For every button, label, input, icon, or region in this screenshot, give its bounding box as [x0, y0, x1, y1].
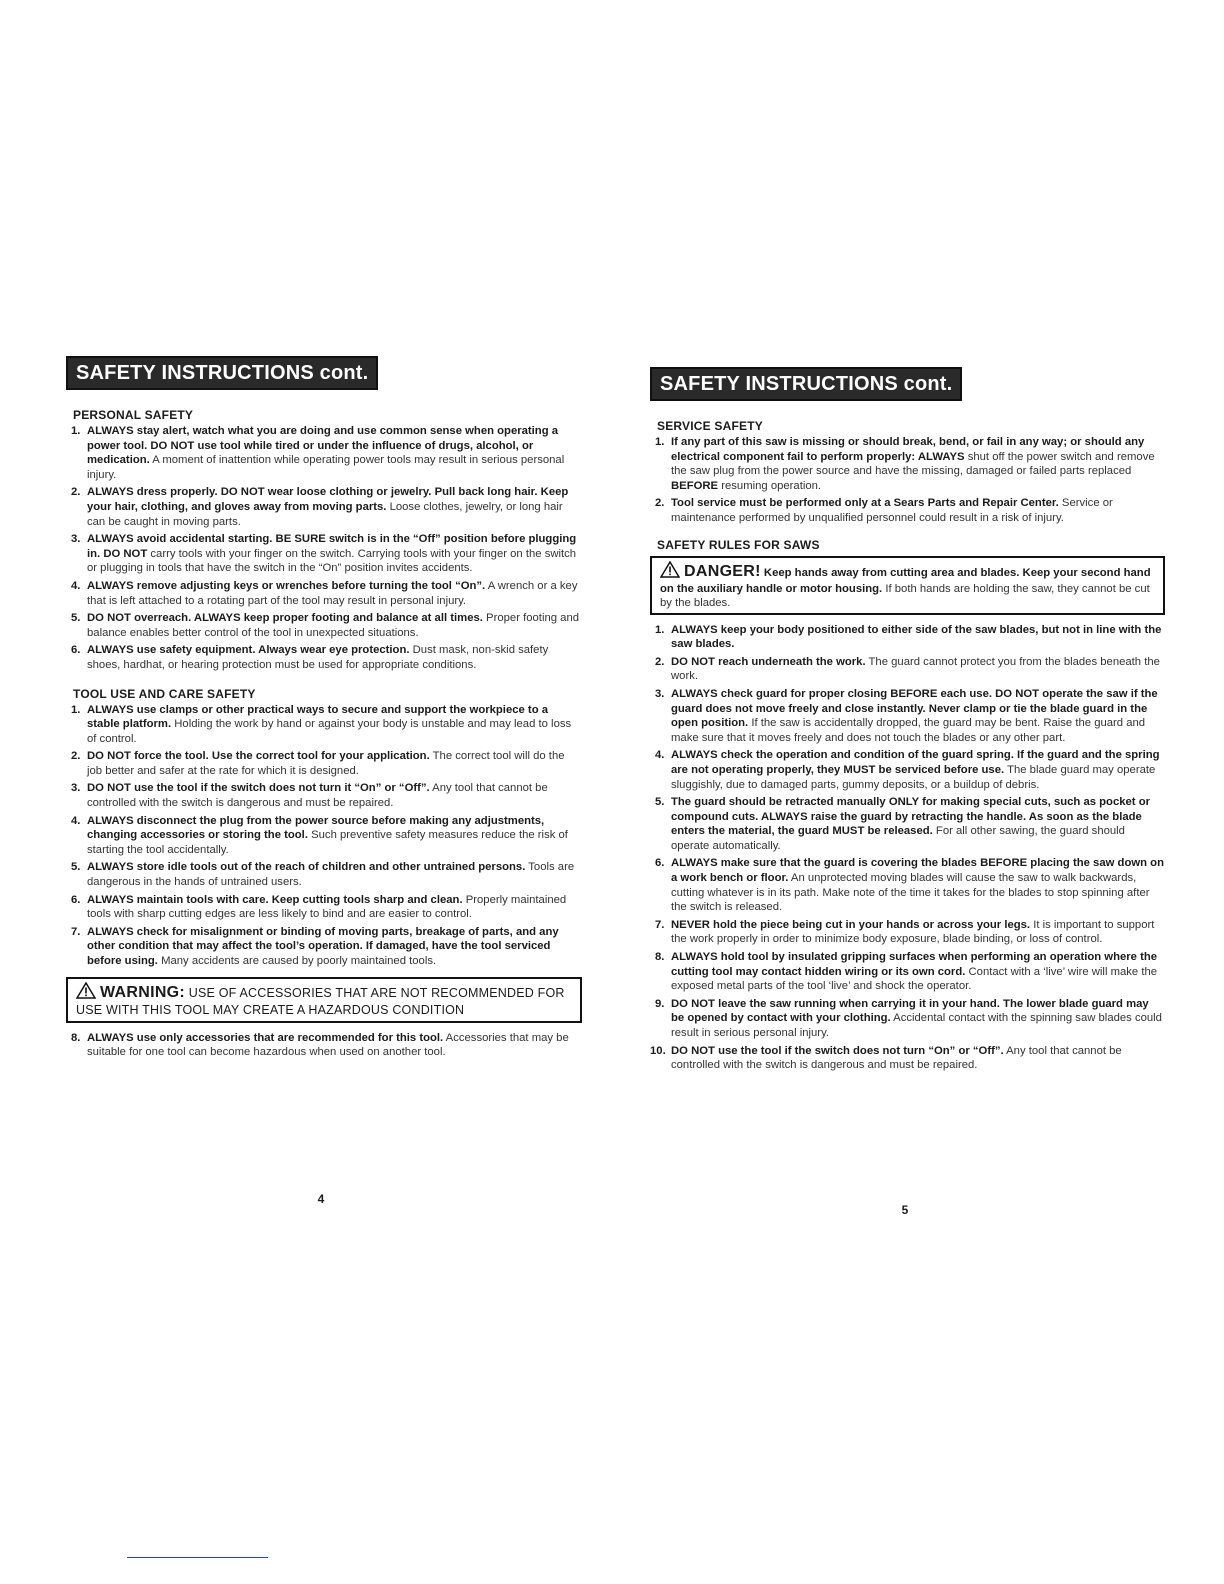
- rule-item: [650, 856, 1165, 914]
- rule-item: [650, 496, 1165, 525]
- rule-number: 5.: [71, 612, 81, 625]
- rule-bold-text: ALWAYS stay alert, watch what you are doing and use common sense when operating a power tool. DO NOT use tool while tired or under the influence of drugs, alcohol, or medication.: [87, 425, 559, 467]
- rule-item: [66, 703, 582, 747]
- rule-number: 3.: [71, 533, 81, 546]
- rule-text: Any tool that cannot be controlled with the switch is dangerous and must be repaired.: [671, 1044, 1122, 1072]
- rule-item: [66, 611, 582, 640]
- rule-text: Any tool that cannot be controlled with the switch is dangerous and must be repaired.: [87, 782, 548, 810]
- section-banner: SAFETY INSTRUCTIONS cont.: [650, 367, 962, 401]
- rule-text: It is important to support the work properly in order to minimize body exposure, blade binding, or loss of control.: [671, 918, 1155, 946]
- rule-item: [66, 814, 582, 858]
- rule-item: [66, 643, 582, 672]
- rule-text: The correct tool will do the job better and safer at the rate for which it is designed.: [87, 750, 565, 777]
- rule-item: [66, 424, 582, 482]
- page-number: 5: [901, 1203, 909, 1217]
- rule-number: 1.: [655, 623, 665, 636]
- rule-bold-text: ALWAYS use clamps or other practical ways to secure and support the workpiece to a stable platform.: [87, 703, 549, 731]
- rule-number: 6.: [71, 893, 81, 906]
- rule-number: 8.: [655, 951, 665, 964]
- rule-number: 7.: [655, 918, 665, 931]
- page-left: [66, 356, 582, 1063]
- rule-item: [650, 918, 1165, 947]
- rule-bold-text: ALWAYS disconnect the plug from the power source before making any adjustments, changing accessories or storing the tool.: [87, 814, 545, 842]
- rule-number: 5.: [71, 861, 81, 874]
- section-title: SAFETY RULES FOR SAWS: [657, 537, 820, 552]
- danger-box: [650, 556, 1165, 615]
- rule-number: 8.: [71, 1031, 81, 1044]
- rule-text: Such preventive safety measures reduce the risk of starting the tool accidentally.: [87, 829, 568, 856]
- rule-list: [66, 1031, 582, 1060]
- rule-text: Proper footing and balance enables better control of the tool in unexpected situations.: [87, 612, 580, 639]
- danger-bold-text: Keep hands away from cutting area and blades. Keep your second hand on the auxiliary handle or motor housing.: [660, 566, 1151, 595]
- rule-text: The blade guard may operate sluggishly, due to damaged parts, gummy deposits, or a buildup of debris.: [671, 763, 1156, 791]
- rule-item: [650, 748, 1165, 792]
- rule-item: [650, 997, 1165, 1041]
- rule-number: 1.: [71, 425, 81, 437]
- rule-number: 2.: [71, 750, 81, 763]
- rule-number: 10.: [650, 1044, 666, 1057]
- danger-word: DANGER!: [684, 562, 761, 580]
- saw-rules-section: [650, 538, 1165, 1073]
- section-title: TOOL USE AND CARE SAFETY: [73, 686, 256, 701]
- rule-bold-text: ALWAYS check the operation and condition of the guard spring. If the guard and the spring are not operating properly, they MUST be serviced before use.: [671, 749, 1160, 776]
- rule-bold-text: ALWAYS keep your body positioned to either side of the saw blades, but not in line with the saw blades.: [671, 623, 1162, 651]
- rule-number: 2.: [655, 655, 665, 668]
- scan-artifact-line: [127, 1557, 268, 1558]
- rule-number: 7.: [71, 925, 81, 938]
- rule-bold-text: ALWAYS dress properly. DO NOT wear loose clothing or jewelry. Pull back long hair. Keep your hair, clothing, and gloves away from moving parts.: [87, 486, 569, 513]
- rule-list: [650, 435, 1165, 526]
- rule-text: Holding the work by hand or against your body is unstable and may lead to loss of control.: [87, 718, 572, 745]
- rule-bold-text: BEFORE: [671, 479, 719, 492]
- rule-number: 1.: [71, 703, 81, 716]
- rule-item: [66, 893, 582, 922]
- rule-item: [650, 1044, 1165, 1073]
- section-banner: SAFETY INSTRUCTIONS cont.: [66, 356, 378, 390]
- rule-bold-text: ALWAYS hold tool by insulated gripping surfaces when performing an operation where the cutting tool may contact hidden wiring or its own cord.: [671, 951, 1158, 978]
- rule-item: [650, 655, 1165, 684]
- warning-word: WARNING:: [100, 983, 186, 1001]
- rule-number: 2.: [71, 486, 81, 499]
- rule-number: 4.: [71, 579, 81, 592]
- rule-text: A moment of inattention while operating power tools may result in serious personal injury.: [87, 454, 565, 481]
- rule-text: Contact with a ‘live’ wire will make the exposed metal parts of the tool ‘live’ and shock the operator.: [671, 965, 1158, 993]
- rule-text: For all other sawing, the guard should operate automatically.: [671, 825, 1125, 852]
- rule-text: Accessories that may be suitable for one tool can become hazardous when used on another tool.: [87, 1031, 569, 1059]
- rule-bold-text: ALWAYS check for misalignment or binding of moving parts, breakage of parts, and any other condition that may affect the tool’s operation. If damaged, have the tool serviced before using.: [87, 925, 559, 967]
- rule-item: [66, 749, 582, 778]
- rule-text: Many accidents are caused by poorly maintained tools.: [157, 955, 437, 967]
- rule-text: Loose clothes, jewelry, or long hair can be caught in moving parts.: [87, 500, 563, 528]
- rule-bold-text: DO NOT force the tool. Use the correct tool for your application.: [87, 750, 430, 763]
- warning-text: USE OF ACCESSORIES THAT ARE NOT RECOMMENDED FOR USE WITH THIS TOOL MAY CREATE A HAZARDOUS CONDITION: [76, 985, 565, 1017]
- rule-item: [650, 435, 1165, 493]
- rule-bold-text: ALWAYS use safety equipment. Always wear eye protection.: [87, 644, 410, 657]
- warning-triangle-icon: [660, 561, 680, 582]
- tool-use-section: [66, 687, 582, 969]
- rule-bold-text: NEVER hold the piece being cut in your hands or across your legs.: [671, 918, 1031, 931]
- rule-bold-text: If any part of this saw is missing or should break, bend, or fail in any way; or should any electrical component fail to perform properly: ALWAYS: [671, 436, 1145, 463]
- rule-item: [66, 860, 582, 889]
- rule-bold-text: DO NOT leave the saw running when carrying it in your hand. The lower blade guard may be opened by contact with your clothing.: [671, 997, 1149, 1025]
- rule-bold-text: ALWAYS use only accessories that are recommended for this tool.: [87, 1031, 444, 1044]
- warning-box: [66, 977, 582, 1023]
- rule-item: [66, 781, 582, 810]
- rule-bold-text: ALWAYS avoid accidental starting. BE SURE switch is in the “Off” position before plugging in. DO NOT: [87, 533, 577, 560]
- rule-text: Properly maintained tools with sharp cutting edges are less likely to bind and are easier to control.: [87, 893, 567, 921]
- rule-bold-text: The guard should be retracted manually ONLY for making special cuts, such as pocket or compound cuts. ALWAYS raise the guard by retracting the handle. As soon as the blade enters the material, the guard MUST be released.: [671, 796, 1150, 838]
- section-title: PERSONAL SAFETY: [73, 408, 194, 422]
- rule-item: [650, 795, 1165, 853]
- rule-list: [650, 623, 1165, 1073]
- rule-number: 3.: [655, 687, 665, 700]
- rule-bold-text: DO NOT reach underneath the work.: [671, 655, 866, 668]
- rule-text: A wrench or a key that is left attached to a rotating part of the tool may result in personal injury.: [87, 579, 578, 607]
- rule-bold-text: ALWAYS make sure that the guard is covering the blades BEFORE placing the saw down on a work bench or floor.: [671, 857, 1164, 885]
- service-safety-section: [650, 419, 1165, 526]
- rule-bold-text: ALWAYS remove adjusting keys or wrenches before turning the tool “On”.: [87, 579, 486, 592]
- rule-number: 4.: [71, 814, 81, 827]
- rule-number: 3.: [71, 782, 81, 795]
- rule-item: [650, 623, 1165, 652]
- rule-item: [650, 950, 1165, 994]
- rule-bold-text: DO NOT use the tool if the switch does not turn it “On” or “Off”.: [87, 782, 430, 795]
- rule-number: 6.: [71, 644, 81, 657]
- rule-list: [66, 424, 582, 673]
- rule-bold-text: ALWAYS check guard for proper closing BEFORE each use. DO NOT operate the saw if the guard does not move freely and close instantly. Never clamp or tie the blade guard in the open position.: [671, 687, 1158, 730]
- rule-text: The guard cannot protect you from the blades beneath the work.: [671, 655, 1160, 683]
- rule-text: shut off the power switch and remove the saw plug from the power source and have the missing, damaged or failed parts replaced: [671, 450, 1155, 478]
- rule-bold-text: DO NOT overreach. ALWAYS keep proper footing and balance at all times.: [87, 612, 483, 625]
- rule-number: 2.: [655, 497, 665, 510]
- rule-item: [66, 485, 582, 529]
- rule-item: [66, 1031, 582, 1060]
- rule-list: [66, 703, 582, 969]
- rule-item: [66, 579, 582, 608]
- rule-text: carry tools with your finger on the switch. Carrying tools with your finger on the switch or plugging in tools that have the switch in the “On” position invites accidents.: [87, 547, 577, 575]
- rule-number: 9.: [655, 997, 665, 1010]
- rule-text: If the saw is accidentally dropped, the guard may be bent. Raise the guard and make sure that it moves freely and does not touch the blades or any other part.: [671, 717, 1146, 744]
- rule-item: [66, 532, 582, 576]
- page-right: [650, 367, 1165, 1076]
- personal-safety-section: [66, 408, 582, 673]
- rule-item: [66, 925, 582, 969]
- rule-number: 6.: [655, 857, 665, 870]
- rule-number: 1.: [655, 436, 665, 448]
- rule-bold-text: DO NOT use the tool if the switch does not turn “On” or “Off”.: [671, 1044, 1004, 1057]
- rule-text: resuming operation.: [718, 479, 822, 492]
- rule-text: Service or maintenance performed by unqualified personnel could result in a risk of injury.: [671, 497, 1113, 524]
- rule-text: Dust mask, non-skid safety shoes, hardhat, or hearing protection must be used for appropriate conditions.: [87, 644, 549, 671]
- rule-bold-text: Tool service must be performed only at a Sears Parts and Repair Center.: [671, 497, 1059, 510]
- rule-text: An unprotected moving blades will cause the saw to walk backwards, cutting whatever is in its path. Make note of the time it takes for the blades to stop spinning after the switch is released.: [671, 872, 1150, 914]
- page-number: 4: [317, 1192, 325, 1206]
- danger-text: If both hands are holding the saw, they cannot be cut by the blades.: [660, 582, 1150, 609]
- rule-number: 5.: [655, 796, 665, 809]
- rule-item: [650, 687, 1165, 745]
- rule-bold-text: ALWAYS store idle tools out of the reach of children and other untrained persons.: [87, 861, 526, 874]
- warning-triangle-icon: [76, 982, 96, 1003]
- rule-bold-text: ALWAYS maintain tools with care. Keep cutting tools sharp and clean.: [87, 893, 463, 906]
- rule-text: Accidental contact with the spinning saw blades could result in serious personal injury.: [671, 1012, 1162, 1039]
- rule-text: Tools are dangerous in the hands of untrained users.: [87, 861, 575, 889]
- rule-number: 4.: [655, 749, 665, 762]
- section-title: SERVICE SAFETY: [657, 419, 763, 433]
